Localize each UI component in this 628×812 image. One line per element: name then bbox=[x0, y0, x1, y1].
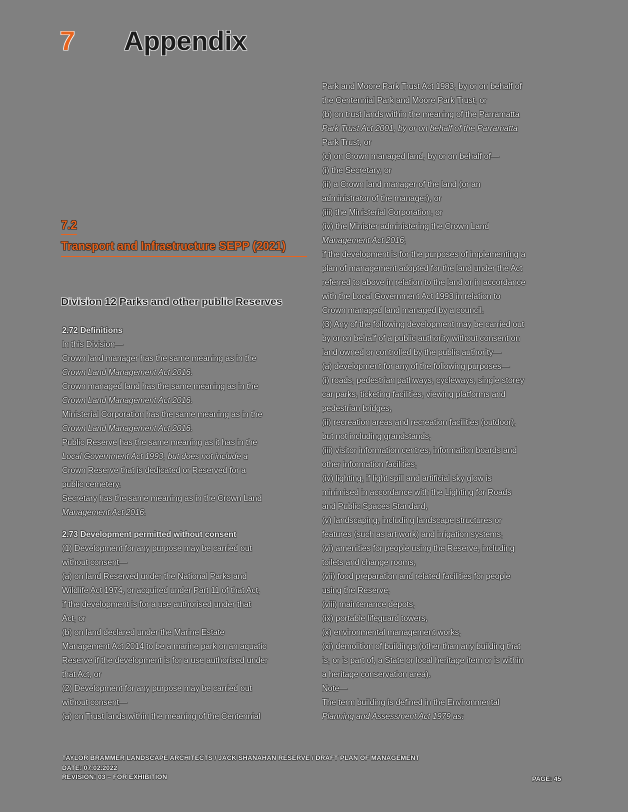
text-line: (i) the Secretary, or bbox=[322, 166, 392, 175]
text-line: pedestrian bridges, bbox=[322, 404, 392, 413]
text-line: In this Division— bbox=[62, 340, 123, 349]
text-line: (iii) visitor information centres, information boards and bbox=[322, 446, 517, 455]
text-line: (v) landscaping, including landscape structures or bbox=[322, 516, 502, 525]
text-line: Crown managed land managed by a council. bbox=[322, 306, 485, 315]
text-line: (viii) maintenance depots, bbox=[322, 600, 416, 609]
text-line: Park and Moore Park Trust Act 1983, by or on behalf of bbox=[322, 82, 522, 91]
text-line: administrator of the manager), or bbox=[322, 194, 442, 203]
text-line: (iii) the Ministerial Corporation, or bbox=[322, 208, 443, 217]
text-line: (ii) recreation areas and recreation facilities (outdoor), bbox=[322, 418, 517, 427]
chapter-number: 7 bbox=[60, 26, 76, 56]
text-line: (a) on Trust lands within the meaning of the Centennial bbox=[62, 712, 261, 721]
text-line: Crown Land Management Act 2016. bbox=[62, 368, 193, 377]
text-line: (vii) food preparation and related facilities for people bbox=[322, 572, 511, 581]
text-line: Management Act 2016, bbox=[322, 236, 407, 245]
text-line: Crown Land Management Act 2016. bbox=[62, 424, 193, 433]
text-line: Act, or bbox=[62, 614, 86, 623]
footer-date: DATE: 07.02.2022 bbox=[62, 764, 118, 772]
chapter-title: Appendix bbox=[124, 26, 248, 56]
text-line: land owned or controlled by the public authority— bbox=[322, 348, 502, 357]
page-number: PAGE: 45 bbox=[532, 776, 562, 783]
clause-heading: 2.72 Definitions bbox=[62, 326, 123, 335]
text-line: Management Act 2014 to be a marine park or an aquatic bbox=[62, 642, 267, 651]
footer-revision: REVISION: 03 – FOR EXHIBITION bbox=[62, 774, 168, 781]
section-number: 7.2 bbox=[61, 220, 77, 235]
text-line: (ix) portable lifeguard towers, bbox=[322, 614, 428, 623]
text-line: using the Reserve, bbox=[322, 586, 391, 595]
text-line: other information facilities, bbox=[322, 460, 418, 469]
paragraph-gap bbox=[62, 520, 310, 528]
right-column-text bbox=[322, 80, 576, 724]
text-line: Public Reserve has the same meaning as it has in the bbox=[62, 438, 258, 447]
section-heading bbox=[61, 216, 307, 257]
text-line: is, or is part of, a State or local heritage item or is within bbox=[322, 656, 524, 665]
text-line: Park Trust, or bbox=[322, 138, 372, 147]
text-line: Reserve if the development is for a use authorised under bbox=[62, 656, 268, 665]
text-line: (b) on land declared under the Marine Estate bbox=[62, 628, 225, 637]
text-line: (b) on trust lands within the meaning of the Parramatta bbox=[322, 110, 520, 119]
text-line: (xi) demolition of buildings (other than any building that bbox=[322, 642, 521, 651]
text-line: a heritage conservation area). bbox=[322, 670, 431, 679]
text-line: minimised in accordance with the Lighting for Roads bbox=[322, 488, 512, 497]
text-line: Management Act 2016. bbox=[62, 508, 147, 517]
left-column-text bbox=[62, 324, 310, 724]
text-line: (x) environmental management works, bbox=[322, 628, 462, 637]
chapter-heading bbox=[60, 26, 247, 57]
text-line: the Centennial Park and Moore Park Trust, or bbox=[322, 96, 487, 105]
text-line: Crown Reserve that is dedicated or Reserved for a bbox=[62, 466, 246, 475]
text-line: without consent— bbox=[62, 698, 128, 707]
text-line: (a) development for any of the following purposes— bbox=[322, 362, 510, 371]
text-line: toilets and change rooms, bbox=[322, 558, 416, 567]
text-line: features (such as art work) and irrigation systems, bbox=[322, 530, 504, 539]
text-line: Ministerial Corporation has the same meaning as in the bbox=[62, 410, 263, 419]
text-line: (2) Development for any purpose may be carried out bbox=[62, 684, 252, 693]
text-line: Crown land manager has the same meaning as in the bbox=[62, 354, 257, 363]
section-title: Transport and Infrastructure SEPP (2021) bbox=[61, 241, 307, 257]
text-line: (c) on Crown managed land, by or on behalf of— bbox=[322, 152, 500, 161]
text-line: by or on behalf of a public authority without consent on bbox=[322, 334, 520, 343]
text-line: (1) Development for any purpose may be carried out bbox=[62, 544, 252, 553]
text-line: that Act, or bbox=[62, 670, 102, 679]
text-line: (vi) amenities for people using the Reserve, including bbox=[322, 544, 515, 553]
text-line: with the Local Government Act 1993 in relation to bbox=[322, 292, 501, 301]
text-line: Crown managed land has the same meaning as in the bbox=[62, 382, 259, 391]
text-line: car parks, ticketing facilities, viewing platforms and bbox=[322, 390, 506, 399]
text-line: (3) Any of the following development may be carried out bbox=[322, 320, 525, 329]
text-line: and Public Spaces Standard, bbox=[322, 502, 428, 511]
text-line: if the development is for the purposes of implementing a bbox=[322, 250, 526, 259]
text-line: (iv) lighting, if light spill and artificial sky glow is bbox=[322, 474, 492, 483]
text-line: (a) on land Reserved under the National Parks and bbox=[62, 572, 247, 581]
text-line: The term building is defined in the Environmental bbox=[322, 698, 500, 707]
text-line: Planning and Assessment Act 1979 as: bbox=[322, 712, 464, 721]
text-line: without consent— bbox=[62, 558, 128, 567]
text-line: Note— bbox=[322, 684, 348, 693]
text-line: public cemetery. bbox=[62, 480, 122, 489]
text-line: (ii) a Crown land manager of the land (or an bbox=[322, 180, 481, 189]
text-line: if the development is for a use authorised under that bbox=[62, 600, 251, 609]
text-line: Local Government Act 1993, but does not include a bbox=[62, 452, 248, 461]
text-line: Secretary has the same meaning as in the Crown Land bbox=[62, 494, 262, 503]
footer-project-line: TAYLOR BRAMMER LANDSCAPE ARCHITECTS / JACK SHANAHAN RESERVE / DRAFT PLAN OF MANAGEMENT bbox=[62, 755, 420, 762]
text-line: Crown Land Management Act 2016. bbox=[62, 396, 193, 405]
text-line: but not including grandstands, bbox=[322, 432, 432, 441]
text-line: (i) roads, pedestrian pathways, cycleways, single storey bbox=[322, 376, 525, 385]
text-line: Park Trust Act 2001, by or on behalf of the Parramatta bbox=[322, 124, 518, 133]
page-footer bbox=[62, 754, 419, 783]
division-title: Division 12 Parks and other public Reserves bbox=[61, 296, 283, 308]
text-line: Wildlife Act 1974, or acquired under Part 11 of that Act, bbox=[62, 586, 261, 595]
text-line: referred to above in relation to the land or in accordance bbox=[322, 278, 526, 287]
clause-heading: 2.73 Development permitted without consent bbox=[62, 530, 237, 539]
text-line: plan of management adopted for the land under the Act bbox=[322, 264, 523, 273]
text-line: (iv) the Minister administering the Crown Land bbox=[322, 222, 490, 231]
